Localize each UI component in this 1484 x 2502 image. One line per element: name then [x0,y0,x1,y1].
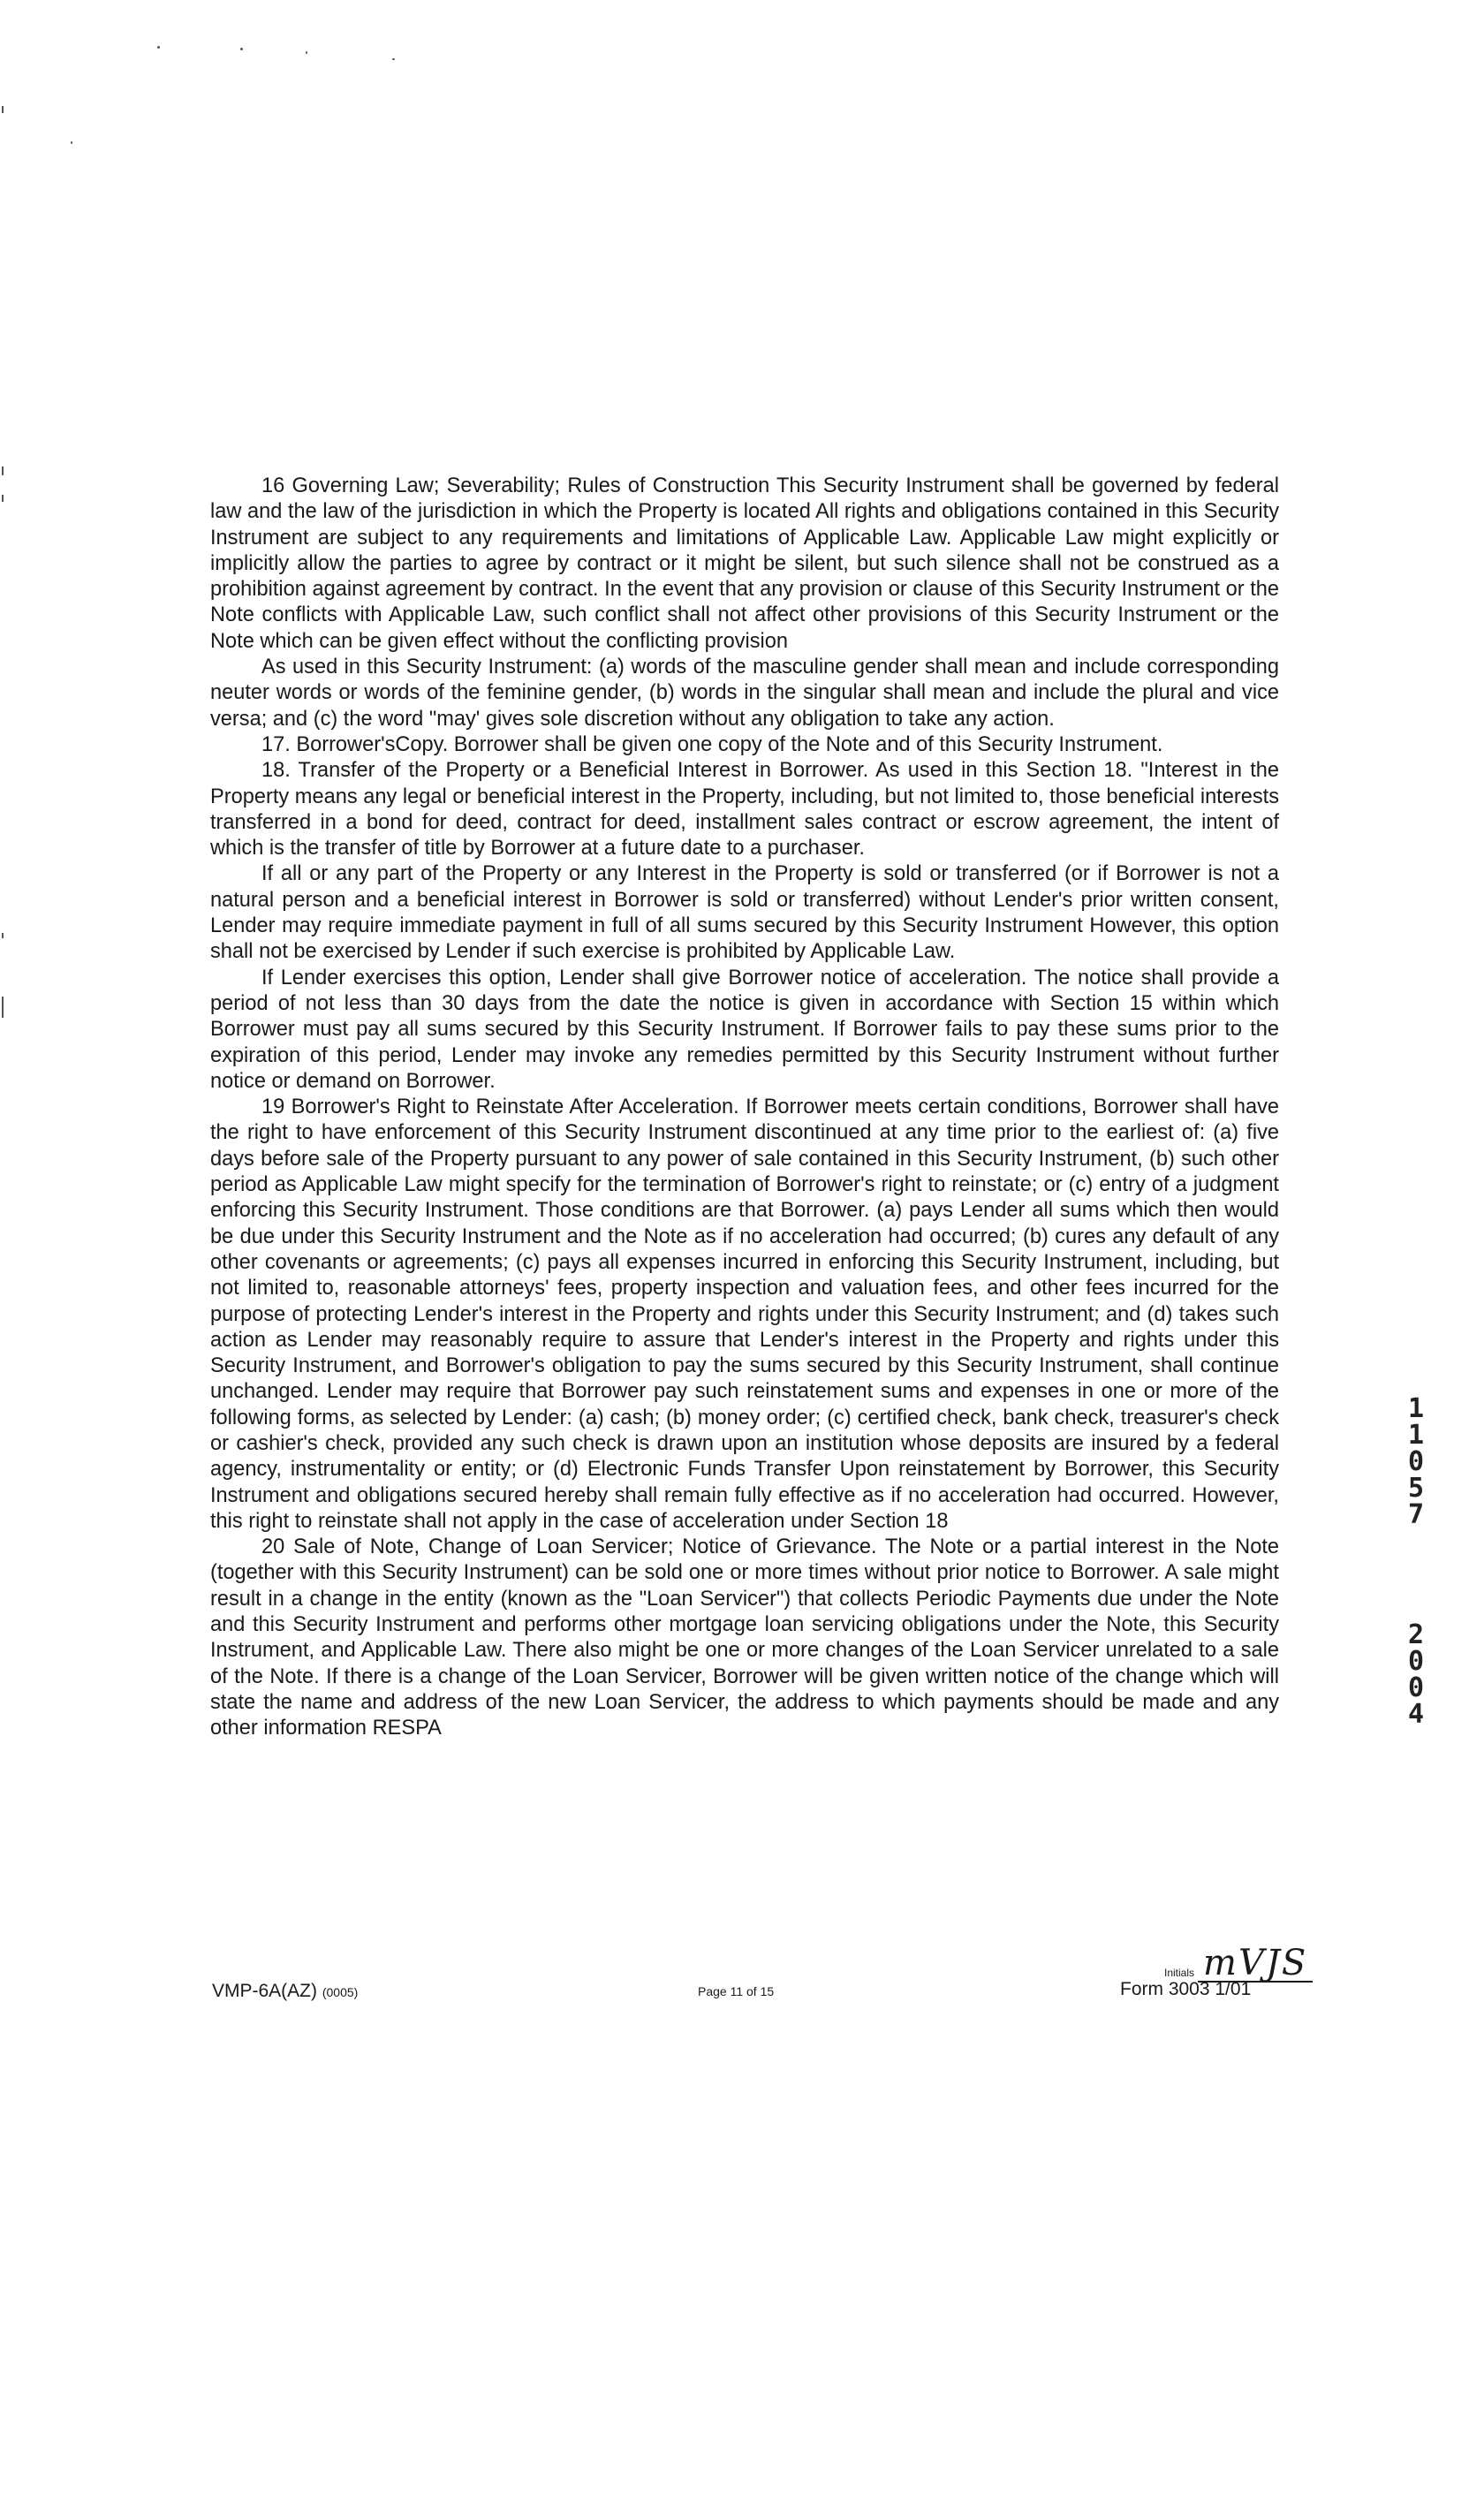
stamp-group-2: 2 0 0 4 [1407,1619,1425,1730]
form-id: VMP-6A(AZ) (0005) [212,1981,359,2001]
form-number: Form 3003 1/01 [1120,1979,1252,1999]
paragraph-16-governing-law: 16 Governing Law; Severability; Rules of Construction This Security Instrument shall be governed by federal law and the law of the jurisdiction in which the Property is located All rights and obligations contained in this Security Instrument are subject to any requirements and limitations of Applicable Law. Applicable Law might explicitly or implicitly allow the parties to agree by contract or it might be silent, but such silence shall not be construed as a prohibition against agreement by contract. In the event that any provision or clause of this Security Instrument or the Note conflicts with Applicable Law, such conflict shall not affect other provisions of this Security Instrument or the Note which can be given effect without the conflicting provision [210,474,1279,653]
paragraph-18-sale-consent: If all or any part of the Property or any Interest in the Property is sold or transferred (or if Borrower is not a natural person and a beneficial interest in Borrower is sold or transferred) without Lender's prior written consent, Lender may require immediate payment in full of all sums secured by this Security Instrument However, this option shall not be exercised by Lender if such exercise is prohibited by Applicable Law. [210,862,1279,964]
stamp-group-1: 1 1 0 5 7 [1407,1393,1425,1530]
initials-signature: mVJS [1198,1945,1313,1983]
document-body [210,474,1279,1742]
paragraph-18-transfer: 18. Transfer of the Property or a Beneficial Interest in Borrower. As used in this Section 18. "Interest in the Property means any legal or beneficial interest in the Property, including, but not limited to, those beneficial interests transferred in a bond for deed, contract for deed, installment sales contract or escrow agreement, the intent of which is the transfer of title by Borrower at a future date to a purchaser. [210,759,1279,861]
initials-block [1164,1945,1313,1983]
page-number: Page 11 of 15 [698,1984,775,1998]
initials-label: Initials [1164,1967,1195,1979]
paragraph-16-construction: As used in this Security Instrument: (a) words of the masculine gender shall mean and include corresponding neuter words or words of the feminine gender, (b) words in the singular shall mean and include the plural and vice versa; and (c) the word "may' gives sole discretion without any obligation to take any action. [210,656,1279,731]
paragraph-17-borrower-copy: 17. Borrower'sCopy. Borrower shall be given one copy of the Note and of this Security Instrument. [261,732,1163,756]
paragraph-19-reinstate: 19 Borrower's Right to Reinstate After Acceleration. If Borrower meets certain conditions, Borrower shall have the right to have enforcement of this Security Instrument discontinued at any time prior to the earliest of: (a) five days before sale of the Property pursuant to any power of sale contained in this Security Instrument, (b) such other period as Applicable Law might specify for the termination of Borrower's right to reinstate; or (c) entry of a judgment enforcing this Security Instrument. Those conditions are that Borrower. (a) pays Lender all sums which then would be due under this Security Instrument and the Note as if no acceleration had occurred; (b) cures any default of any other covenants or agreements; (c) pays all expenses incurred in enforcing this Security Instrument, including, but not limited to, reasonable attorneys' fees, property inspection and valuation fees, and other fees incurred for the purpose of protecting Lender's interest in the Property and rights under this Security Instrument; and (d) takes such action as Lender may reasonably require to assure that Lender's interest in the Property and rights under this Security Instrument, and Borrower's obligation to pay the sums secured by this Security Instrument, shall continue unchanged. Lender may require that Borrower pay such reinstatement sums and expenses in one or more of the following forms, as selected by Lender: (a) cash; (b) money order; (c) certified check, bank check, treasurer's check or cashier's check, provided any such check is drawn upon an institution whose deposits are insured by a federal agency, instrumentality or entity; or (d) Electronic Funds Transfer Upon reinstatement by Borrower, this Security Instrument and obligations secured hereby shall remain fully effective as if no acceleration had occurred. However, this right to reinstate shall not apply in the case of acceleration under Section 18 [210,1096,1279,1533]
paragraph-20-sale-of-note: 20 Sale of Note, Change of Loan Servicer; Notice of Grievance. The Note or a partial interest in the Note (together with this Security Instrument) can be sold one or more times without prior notice to Borrower. A sale might result in a change in the entity (known as the "Loan Servicer") that collects Periodic Payments due under the Note and this Security Instrument and performs other mortgage loan servicing obligations under the Note, this Security Instrument, and Applicable Law. There also might be one or more changes of the Loan Servicer unrelated to a sale of the Note. If there is a change of the Loan Servicer, Borrower will be given written notice of the change which will state the name and address of the new Loan Servicer, the address to which payments should be made and any other information RESPA [210,1535,1279,1740]
paragraph-18-acceleration-notice: If Lender exercises this option, Lender shall give Borrower notice of acceleration. The notice shall provide a period of not less than 30 days from the date the notice is given in accordance with Section 15 within which Borrower must pay all sums secured by this Security Instrument. If Borrower fails to pay these sums prior to the expiration of this period, Lender may invoke any remedies permitted by this Security Instrument without further notice or demand on Borrower. [210,966,1279,1093]
recording-number-stamp [1401,1393,1431,1730]
